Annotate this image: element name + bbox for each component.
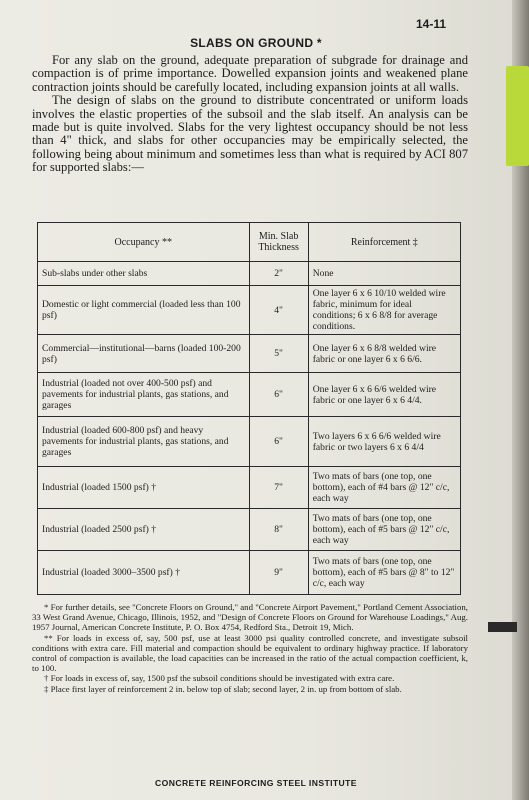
occupancy-cell: Industrial (loaded not over 400-500 psf) and pavements for industrial plants, gas stations, and garages	[38, 373, 250, 417]
thickness-cell: 8"	[249, 509, 308, 551]
paragraph: For any slab on the ground, adequate preparation of subgrade for drainage and compaction is of prime importance. Dowelled expansion joints and weakened plane contraction joints should be carefully located, including expansion joints at all walls.	[32, 53, 468, 94]
occupancy-cell: Domestic or light commercial (loaded less than 100 psf)	[38, 286, 250, 335]
thickness-cell: 7"	[249, 467, 308, 509]
page-tab-marker	[506, 66, 529, 166]
table-row	[38, 417, 461, 467]
column-header-occupancy: Occupancy **	[38, 223, 250, 262]
table-row	[38, 467, 461, 509]
occupancy-cell: Industrial (loaded 600-800 psf) and heavy pavements for industrial plants, gas stations, and garages	[38, 417, 250, 467]
reinforcement-cell: One layer 6 x 6 8/8 welded wire fabric or one layer 6 x 6 6/6.	[308, 335, 460, 373]
reinforcement-cell: Two mats of bars (one top, one bottom), each of #5 bars @ 12" c/c, each way	[308, 509, 460, 551]
table-row	[38, 286, 461, 335]
occupancy-cell: Industrial (loaded 3000–3500 psf) †	[38, 551, 250, 595]
page-number: 14-11	[415, 17, 446, 31]
slab-thickness-table	[37, 222, 461, 595]
footnotes	[32, 602, 468, 694]
reinforcement-cell: One layer 6 x 6 6/6 welded wire fabric or one layer 6 x 6 4/4.	[308, 373, 460, 417]
thickness-cell: 6"	[249, 373, 308, 417]
thickness-cell: 6"	[249, 417, 308, 467]
occupancy-cell: Industrial (loaded 1500 psf) †	[38, 467, 250, 509]
reinforcement-cell: One layer 6 x 6 10/10 welded wire fabric, minimum for ideal conditions; 6 x 6 8/8 for average conditions.	[308, 286, 460, 335]
footnote: ** For loads in excess of, say, 500 psf, use at least 3000 psi quality controlled concrete, and investigate subsoil conditions with extra care. Fill material and compaction should be equivalent to ordinary highway practice. If laboratory control of compaction is available, the load capacities can be increased in the ratio of the actual compaction coefficient, k, to 100.	[32, 632, 468, 674]
table-row	[38, 373, 461, 417]
occupancy-cell: Sub-slabs under other slabs	[38, 262, 250, 286]
reinforcement-cell: Two mats of bars (one top, one bottom), each of #5 bars @ 8" to 12" c/c, each way	[308, 551, 460, 595]
column-header-reinforcement: Reinforcement ‡	[308, 223, 460, 262]
column-header-thickness: Min. Slab Thickness	[249, 223, 308, 262]
page-tab-marker	[488, 622, 517, 632]
footnote: ‡ Place first layer of reinforcement 2 in. below top of slab; second layer, 2 in. up from bottom of slab.	[44, 683, 402, 694]
page-title: SLABS ON GROUND *	[190, 36, 322, 50]
table-row	[38, 335, 461, 373]
thickness-cell: 5"	[249, 335, 308, 373]
body-text	[32, 54, 468, 175]
reinforcement-cell: None	[308, 262, 460, 286]
table-row	[38, 551, 461, 595]
table-row	[38, 262, 461, 286]
table-row	[38, 509, 461, 551]
thickness-cell: 2"	[249, 262, 308, 286]
thickness-cell: 4"	[249, 286, 308, 335]
paragraph: The design of slabs on the ground to distribute concentrated or uniform loads involves the elastic properties of the subsoil and the slab itself. An analysis can be made but is quite involved. Slabs for the very lightest occupancy should be not less than 4" thick, and slabs for other occupancies may be empirically selected, the following being about minimum and sometimes less than what is required by ACI 807 for supported slabs:—	[32, 93, 468, 175]
footnote: † For loads in excess of, say, 1500 psf the subsoil conditions should be investigated with extra care.	[44, 673, 395, 684]
table-header-row	[38, 223, 461, 262]
occupancy-cell: Commercial—institutional—barns (loaded 100-200 psf)	[38, 335, 250, 373]
thickness-cell: 9"	[249, 551, 308, 595]
reinforcement-cell: Two mats of bars (one top, one bottom), each of #4 bars @ 12" c/c, each way	[308, 467, 460, 509]
footnote: * For further details, see "Concrete Floors on Ground," and "Concrete Airport Pavement," Portland Cement Association, 33 West Grand Avenue, Chicago, Illinois, 1952, and "Design of Concrete Floors on Ground for Warehouse Loadings," Aug. 1957 Journal, American Concrete Institute, P. O. Box 4754, Redford Sta., Detroit 19, Mich.	[32, 602, 468, 633]
occupancy-cell: Industrial (loaded 2500 psf) †	[38, 509, 250, 551]
page-footer: CONCRETE REINFORCING STEEL INSTITUTE	[155, 778, 357, 788]
reinforcement-cell: Two layers 6 x 6 6/6 welded wire fabric or two layers 6 x 6 4/4	[308, 417, 460, 467]
